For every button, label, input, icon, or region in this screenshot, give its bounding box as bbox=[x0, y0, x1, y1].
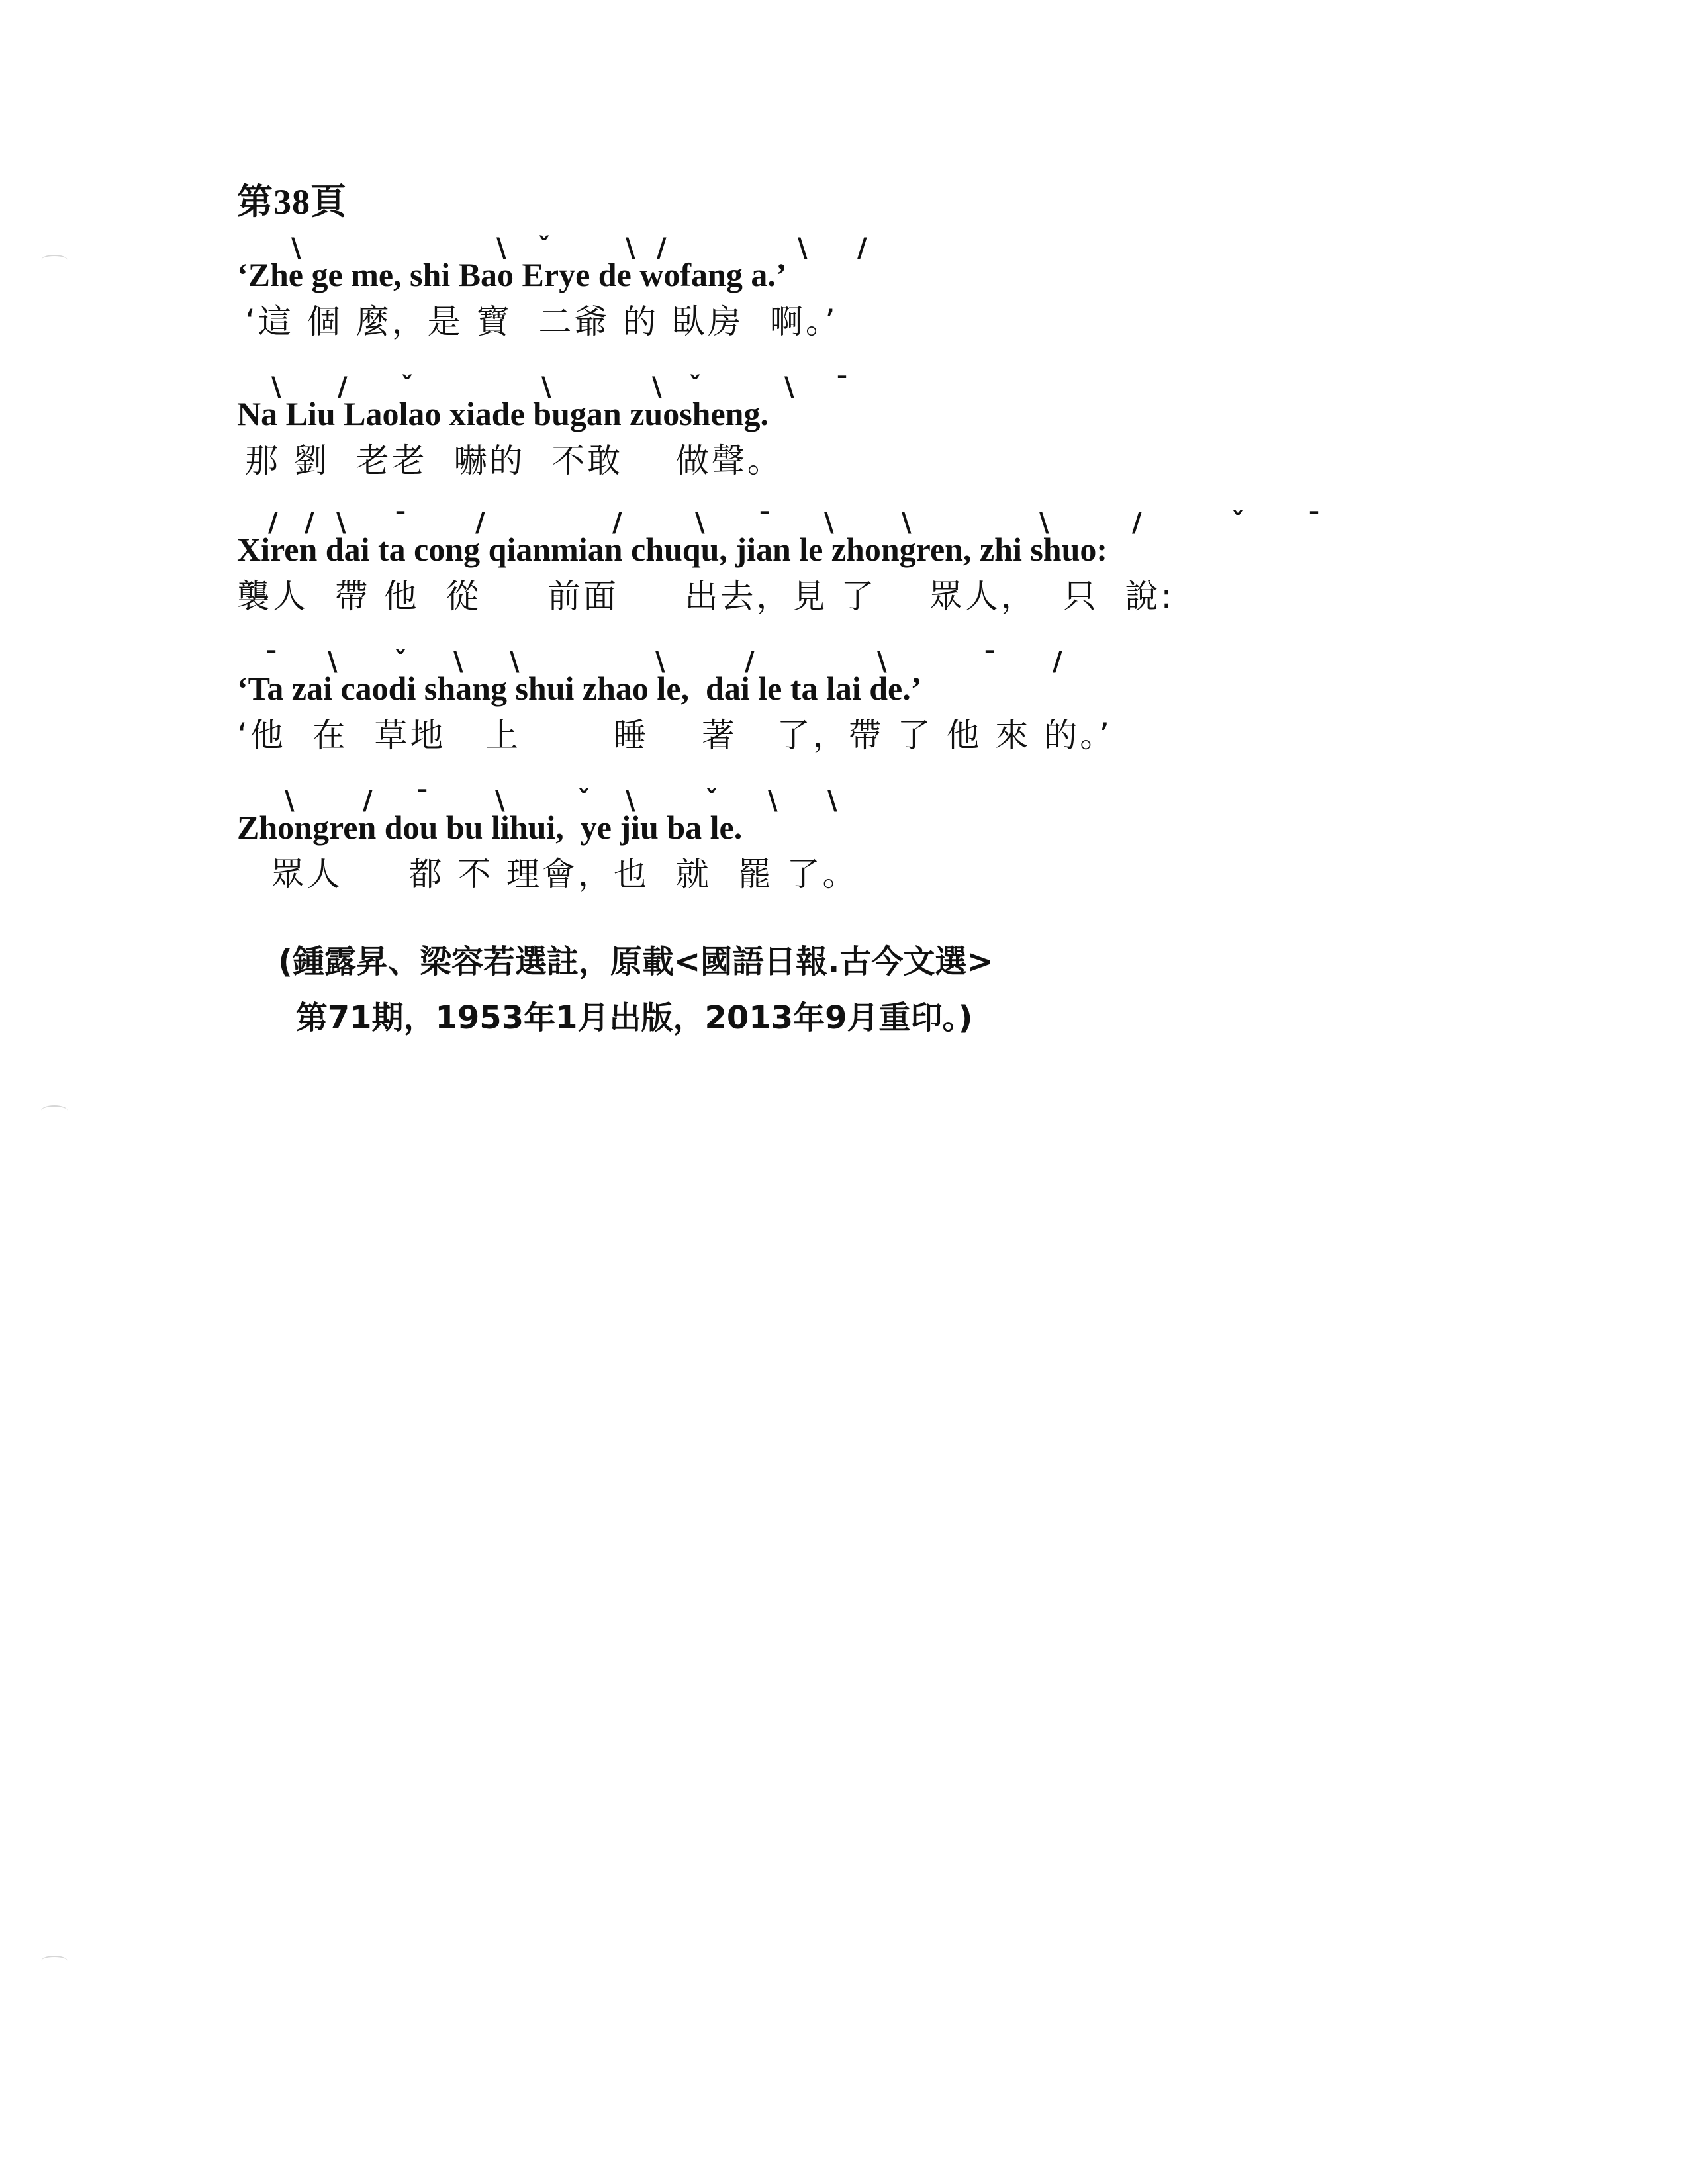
pinyin-line: ‘Zhe ge me, shi Bao Erye de wofang a.’ bbox=[237, 256, 787, 293]
second-tone-mark: / bbox=[305, 508, 314, 538]
pinyin-line: Zhongren dou bu lihui, ye jiu ba le. bbox=[237, 809, 743, 846]
first-tone-mark: ¯ bbox=[835, 372, 849, 402]
chinese-line: 襲人 帶 他 從 前面 出去，見 了 眾人， 只 說: bbox=[237, 577, 1175, 615]
third-tone-mark: ˇ bbox=[394, 647, 407, 677]
fourth-tone-mark: \ bbox=[626, 786, 635, 816]
fourth-tone-mark: \ bbox=[495, 786, 505, 816]
third-tone-mark: ˇ bbox=[400, 372, 414, 402]
second-tone-mark: / bbox=[1132, 508, 1142, 538]
second-tone-mark: / bbox=[338, 372, 348, 402]
fourth-tone-mark: \ bbox=[1039, 508, 1049, 538]
fourth-tone-mark: \ bbox=[271, 372, 281, 402]
pinyin-line: ‘Ta zai caodi shang shui zhao le, dai le ta lai de.’ bbox=[237, 670, 922, 707]
fourth-tone-mark: \ bbox=[496, 233, 506, 263]
fourth-tone-mark: \ bbox=[695, 508, 705, 538]
second-tone-mark: / bbox=[1053, 647, 1062, 677]
fourth-tone-mark: \ bbox=[285, 786, 295, 816]
fourth-tone-mark: \ bbox=[328, 647, 338, 677]
second-tone-mark: / bbox=[363, 786, 373, 816]
third-tone-mark: ˇ bbox=[538, 233, 551, 263]
third-tone-mark: ˇ bbox=[1231, 508, 1244, 538]
fourth-tone-mark: \ bbox=[827, 786, 837, 816]
fourth-tone-mark: \ bbox=[877, 647, 887, 677]
first-tone-mark: ¯ bbox=[1307, 508, 1321, 538]
fourth-tone-mark: \ bbox=[798, 233, 808, 263]
fourth-tone-mark: \ bbox=[541, 372, 551, 402]
fourth-tone-mark: \ bbox=[655, 647, 665, 677]
fourth-tone-mark: \ bbox=[768, 786, 778, 816]
chinese-line: 眾人 都 不 理會，也 就 罷 了。 bbox=[245, 855, 859, 893]
second-tone-mark: / bbox=[657, 233, 667, 263]
second-tone-mark: / bbox=[612, 508, 622, 538]
pinyin-line: Na Liu Laolao xiade bugan zuosheng. bbox=[237, 395, 769, 432]
fourth-tone-mark: \ bbox=[626, 233, 635, 263]
first-tone-mark: ¯ bbox=[983, 647, 996, 677]
chinese-line: ‘這 個 麼，是 寶 二爺 的 臥房 啊。’ bbox=[245, 302, 838, 341]
second-tone-mark: / bbox=[268, 508, 278, 538]
page-number-label: 第38頁 bbox=[237, 182, 347, 222]
first-tone-mark: ¯ bbox=[265, 647, 278, 677]
second-tone-mark: / bbox=[475, 508, 485, 538]
fourth-tone-mark: \ bbox=[652, 372, 662, 402]
first-tone-mark: ¯ bbox=[394, 508, 407, 538]
chinese-line: 那 劉 老老 嚇的 不敢 做聲。 bbox=[245, 441, 783, 480]
binder-hole-mark bbox=[41, 1956, 68, 1966]
pinyin-line: Xiren dai ta cong qianmian chuqu, jian le zhongren, zhi shuo: bbox=[237, 531, 1108, 568]
first-tone-mark: ¯ bbox=[416, 786, 429, 816]
binder-hole-mark bbox=[41, 1105, 68, 1116]
fourth-tone-mark: \ bbox=[336, 508, 346, 538]
fourth-tone-mark: \ bbox=[784, 372, 794, 402]
citation-line-2: 第71期，1953年1月出版，2013年9月重印。) bbox=[285, 999, 973, 1036]
third-tone-mark: ˇ bbox=[688, 372, 702, 402]
fourth-tone-mark: \ bbox=[510, 647, 520, 677]
fourth-tone-mark: \ bbox=[291, 233, 301, 263]
second-tone-mark: / bbox=[745, 647, 755, 677]
second-tone-mark: / bbox=[857, 233, 867, 263]
third-tone-mark: ˇ bbox=[705, 786, 718, 816]
fourth-tone-mark: \ bbox=[902, 508, 912, 538]
first-tone-mark: ¯ bbox=[758, 508, 771, 538]
third-tone-mark: ˇ bbox=[577, 786, 590, 816]
chinese-line: ‘他 在 草地 上 睡 著 了，帶 了 他 來 的。’ bbox=[237, 716, 1113, 754]
fourth-tone-mark: \ bbox=[453, 647, 463, 677]
citation-line-1: (鍾露昇、梁容若選註，原載<國語日報.古今文選> bbox=[278, 943, 994, 980]
fourth-tone-mark: \ bbox=[824, 508, 834, 538]
